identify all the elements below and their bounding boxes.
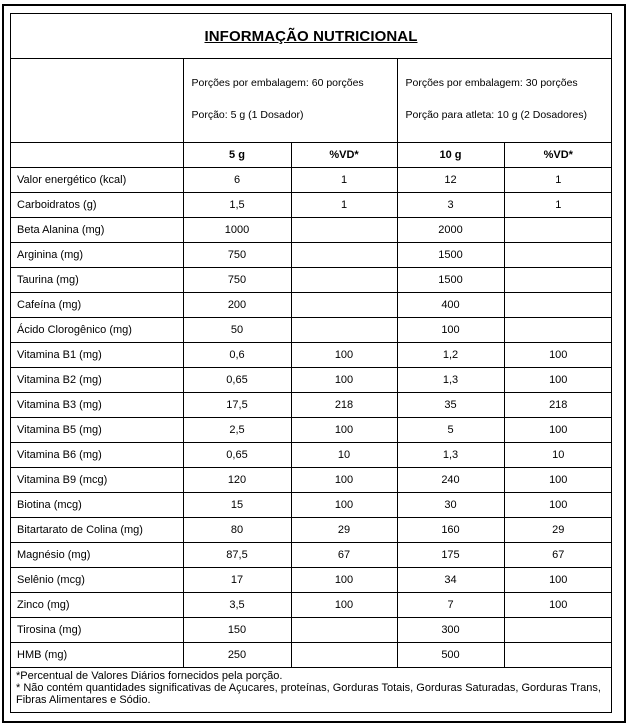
- vd-5g: 67: [291, 543, 397, 568]
- vd-5g: [291, 218, 397, 243]
- vd-5g: 100: [291, 493, 397, 518]
- vd-5g: 100: [291, 468, 397, 493]
- nutrient-name: Carboidratos (g): [11, 193, 183, 218]
- vd-10g: 100: [504, 493, 612, 518]
- vd-10g: 100: [504, 368, 612, 393]
- table-row: [11, 543, 612, 568]
- footnotes: [11, 668, 611, 708]
- value-5g: 1000: [183, 218, 291, 243]
- value-10g: 2000: [397, 218, 504, 243]
- table-row: [11, 318, 612, 343]
- value-5g: 3,5: [183, 593, 291, 618]
- value-5g: 17,5: [183, 393, 291, 418]
- column-header-vd-b: %VD*: [504, 143, 612, 168]
- nutrient-name: Magnésio (mg): [11, 543, 183, 568]
- vd-5g: 10: [291, 443, 397, 468]
- column-header-vd-a: %VD*: [291, 143, 397, 168]
- nutrient-name: HMB (mg): [11, 643, 183, 668]
- value-5g: 250: [183, 643, 291, 668]
- nutrient-name: Vitamina B5 (mg): [11, 418, 183, 443]
- table-row: [11, 218, 612, 243]
- vd-5g: [291, 268, 397, 293]
- value-5g: 17: [183, 568, 291, 593]
- value-10g: 500: [397, 643, 504, 668]
- value-10g: 3: [397, 193, 504, 218]
- value-10g: 35: [397, 393, 504, 418]
- value-10g: 300: [397, 618, 504, 643]
- table-row: [11, 643, 612, 668]
- table-row: [11, 468, 612, 493]
- footnote-nutrients: * Não contém quantidades significativas de Açucares, proteínas, Gorduras Totais, Gorduras Saturadas, Gorduras Trans, Fibras Alimentares e Sódio.: [16, 682, 601, 706]
- nutrient-name: Taurina (mg): [11, 268, 183, 293]
- value-5g: 120: [183, 468, 291, 493]
- page-title: INFORMAÇÃO NUTRICIONAL: [204, 27, 418, 45]
- title-bar: [11, 14, 611, 59]
- nutrient-name: Vitamina B3 (mg): [11, 393, 183, 418]
- vd-5g: 100: [291, 568, 397, 593]
- table-row: [11, 393, 612, 418]
- value-5g: 80: [183, 518, 291, 543]
- nutrient-name: Tirosina (mg): [11, 618, 183, 643]
- serving-a-portion: Porção: 5 g (1 Dosador): [191, 109, 304, 121]
- vd-10g: 1: [504, 168, 612, 193]
- vd-5g: [291, 643, 397, 668]
- vd-10g: 29: [504, 518, 612, 543]
- table-row: [11, 568, 612, 593]
- vd-10g: 100: [504, 418, 612, 443]
- nutrition-table-body: [11, 59, 612, 668]
- nutrient-name: Selênio (mcg): [11, 568, 183, 593]
- vd-5g: [291, 293, 397, 318]
- value-5g: 50: [183, 318, 291, 343]
- value-5g: 15: [183, 493, 291, 518]
- nutrient-name: Vitamina B1 (mg): [11, 343, 183, 368]
- vd-10g: [504, 218, 612, 243]
- value-10g: 1,3: [397, 368, 504, 393]
- vd-5g: [291, 618, 397, 643]
- value-5g: 150: [183, 618, 291, 643]
- serving-info-b: [397, 59, 612, 143]
- vd-10g: 100: [504, 343, 612, 368]
- vd-10g: [504, 318, 612, 343]
- vd-10g: [504, 243, 612, 268]
- value-10g: 400: [397, 293, 504, 318]
- nutrient-name: Cafeína (mg): [11, 293, 183, 318]
- value-10g: 5: [397, 418, 504, 443]
- serving-a-per-package: Porções por embalagem: 60 porções: [191, 77, 364, 89]
- vd-10g: 100: [504, 593, 612, 618]
- column-header-5g: 5 g: [183, 143, 291, 168]
- table-row: [11, 343, 612, 368]
- column-header-10g: 10 g: [397, 143, 504, 168]
- table-row: [11, 443, 612, 468]
- vd-5g: [291, 243, 397, 268]
- nutrient-name: Vitamina B9 (mcg): [11, 468, 183, 493]
- vd-10g: [504, 293, 612, 318]
- table-row: [11, 593, 612, 618]
- vd-5g: 100: [291, 593, 397, 618]
- value-5g: 750: [183, 268, 291, 293]
- table-row: [11, 168, 612, 193]
- table-row: [11, 518, 612, 543]
- value-10g: 175: [397, 543, 504, 568]
- table-row: [11, 293, 612, 318]
- table-row: [11, 418, 612, 443]
- vd-10g: [504, 618, 612, 643]
- value-10g: 30: [397, 493, 504, 518]
- nutrition-panel: [10, 13, 612, 713]
- nutrient-name: Vitamina B6 (mg): [11, 443, 183, 468]
- serving-b-portion: Porção para atleta: 10 g (2 Dosadores): [405, 109, 588, 121]
- nutrient-name: Zinco (mg): [11, 593, 183, 618]
- value-5g: 0,6: [183, 343, 291, 368]
- nutrient-name: Beta Alanina (mg): [11, 218, 183, 243]
- vd-5g: 100: [291, 343, 397, 368]
- table-row: [11, 368, 612, 393]
- vd-10g: 100: [504, 568, 612, 593]
- footnote-vd: *Percentual de Valores Diários fornecidos pela porção.: [16, 670, 283, 682]
- vd-5g: 218: [291, 393, 397, 418]
- value-5g: 2,5: [183, 418, 291, 443]
- nutrient-name: Vitamina B2 (mg): [11, 368, 183, 393]
- nutrition-table: [11, 59, 612, 668]
- value-10g: 160: [397, 518, 504, 543]
- value-5g: 6: [183, 168, 291, 193]
- column-header-row: [11, 143, 612, 168]
- vd-10g: [504, 268, 612, 293]
- vd-5g: [291, 318, 397, 343]
- table-row: [11, 493, 612, 518]
- serving-info-row: [11, 59, 612, 143]
- value-10g: 7: [397, 593, 504, 618]
- serving-b-per-package: Porções por embalagem: 30 porções: [405, 77, 578, 89]
- table-row: [11, 243, 612, 268]
- value-10g: 1,3: [397, 443, 504, 468]
- value-10g: 1500: [397, 268, 504, 293]
- column-header-blank: [11, 143, 183, 168]
- value-5g: 1,5: [183, 193, 291, 218]
- value-5g: 200: [183, 293, 291, 318]
- nutrient-name: Biotina (mcg): [11, 493, 183, 518]
- vd-5g: 1: [291, 168, 397, 193]
- vd-10g: 100: [504, 468, 612, 493]
- vd-10g: 1: [504, 193, 612, 218]
- serving-info-blank-cell: [11, 59, 183, 143]
- nutrient-name: Bitartarato de Colina (mg): [11, 518, 183, 543]
- value-5g: 87,5: [183, 543, 291, 568]
- vd-5g: 1: [291, 193, 397, 218]
- nutrient-name: Valor energético (kcal): [11, 168, 183, 193]
- vd-10g: [504, 643, 612, 668]
- value-10g: 12: [397, 168, 504, 193]
- serving-info-a: [183, 59, 397, 143]
- table-row: [11, 618, 612, 643]
- value-10g: 1,2: [397, 343, 504, 368]
- value-5g: 750: [183, 243, 291, 268]
- value-10g: 1500: [397, 243, 504, 268]
- vd-5g: 29: [291, 518, 397, 543]
- vd-10g: 10: [504, 443, 612, 468]
- value-10g: 240: [397, 468, 504, 493]
- nutrient-name: Ácido Clorogênico (mg): [11, 318, 183, 343]
- nutrient-name: Arginina (mg): [11, 243, 183, 268]
- vd-10g: 218: [504, 393, 612, 418]
- vd-5g: 100: [291, 418, 397, 443]
- value-5g: 0,65: [183, 443, 291, 468]
- value-10g: 100: [397, 318, 504, 343]
- value-10g: 34: [397, 568, 504, 593]
- vd-5g: 100: [291, 368, 397, 393]
- table-row: [11, 268, 612, 293]
- vd-10g: 67: [504, 543, 612, 568]
- value-5g: 0,65: [183, 368, 291, 393]
- table-row: [11, 193, 612, 218]
